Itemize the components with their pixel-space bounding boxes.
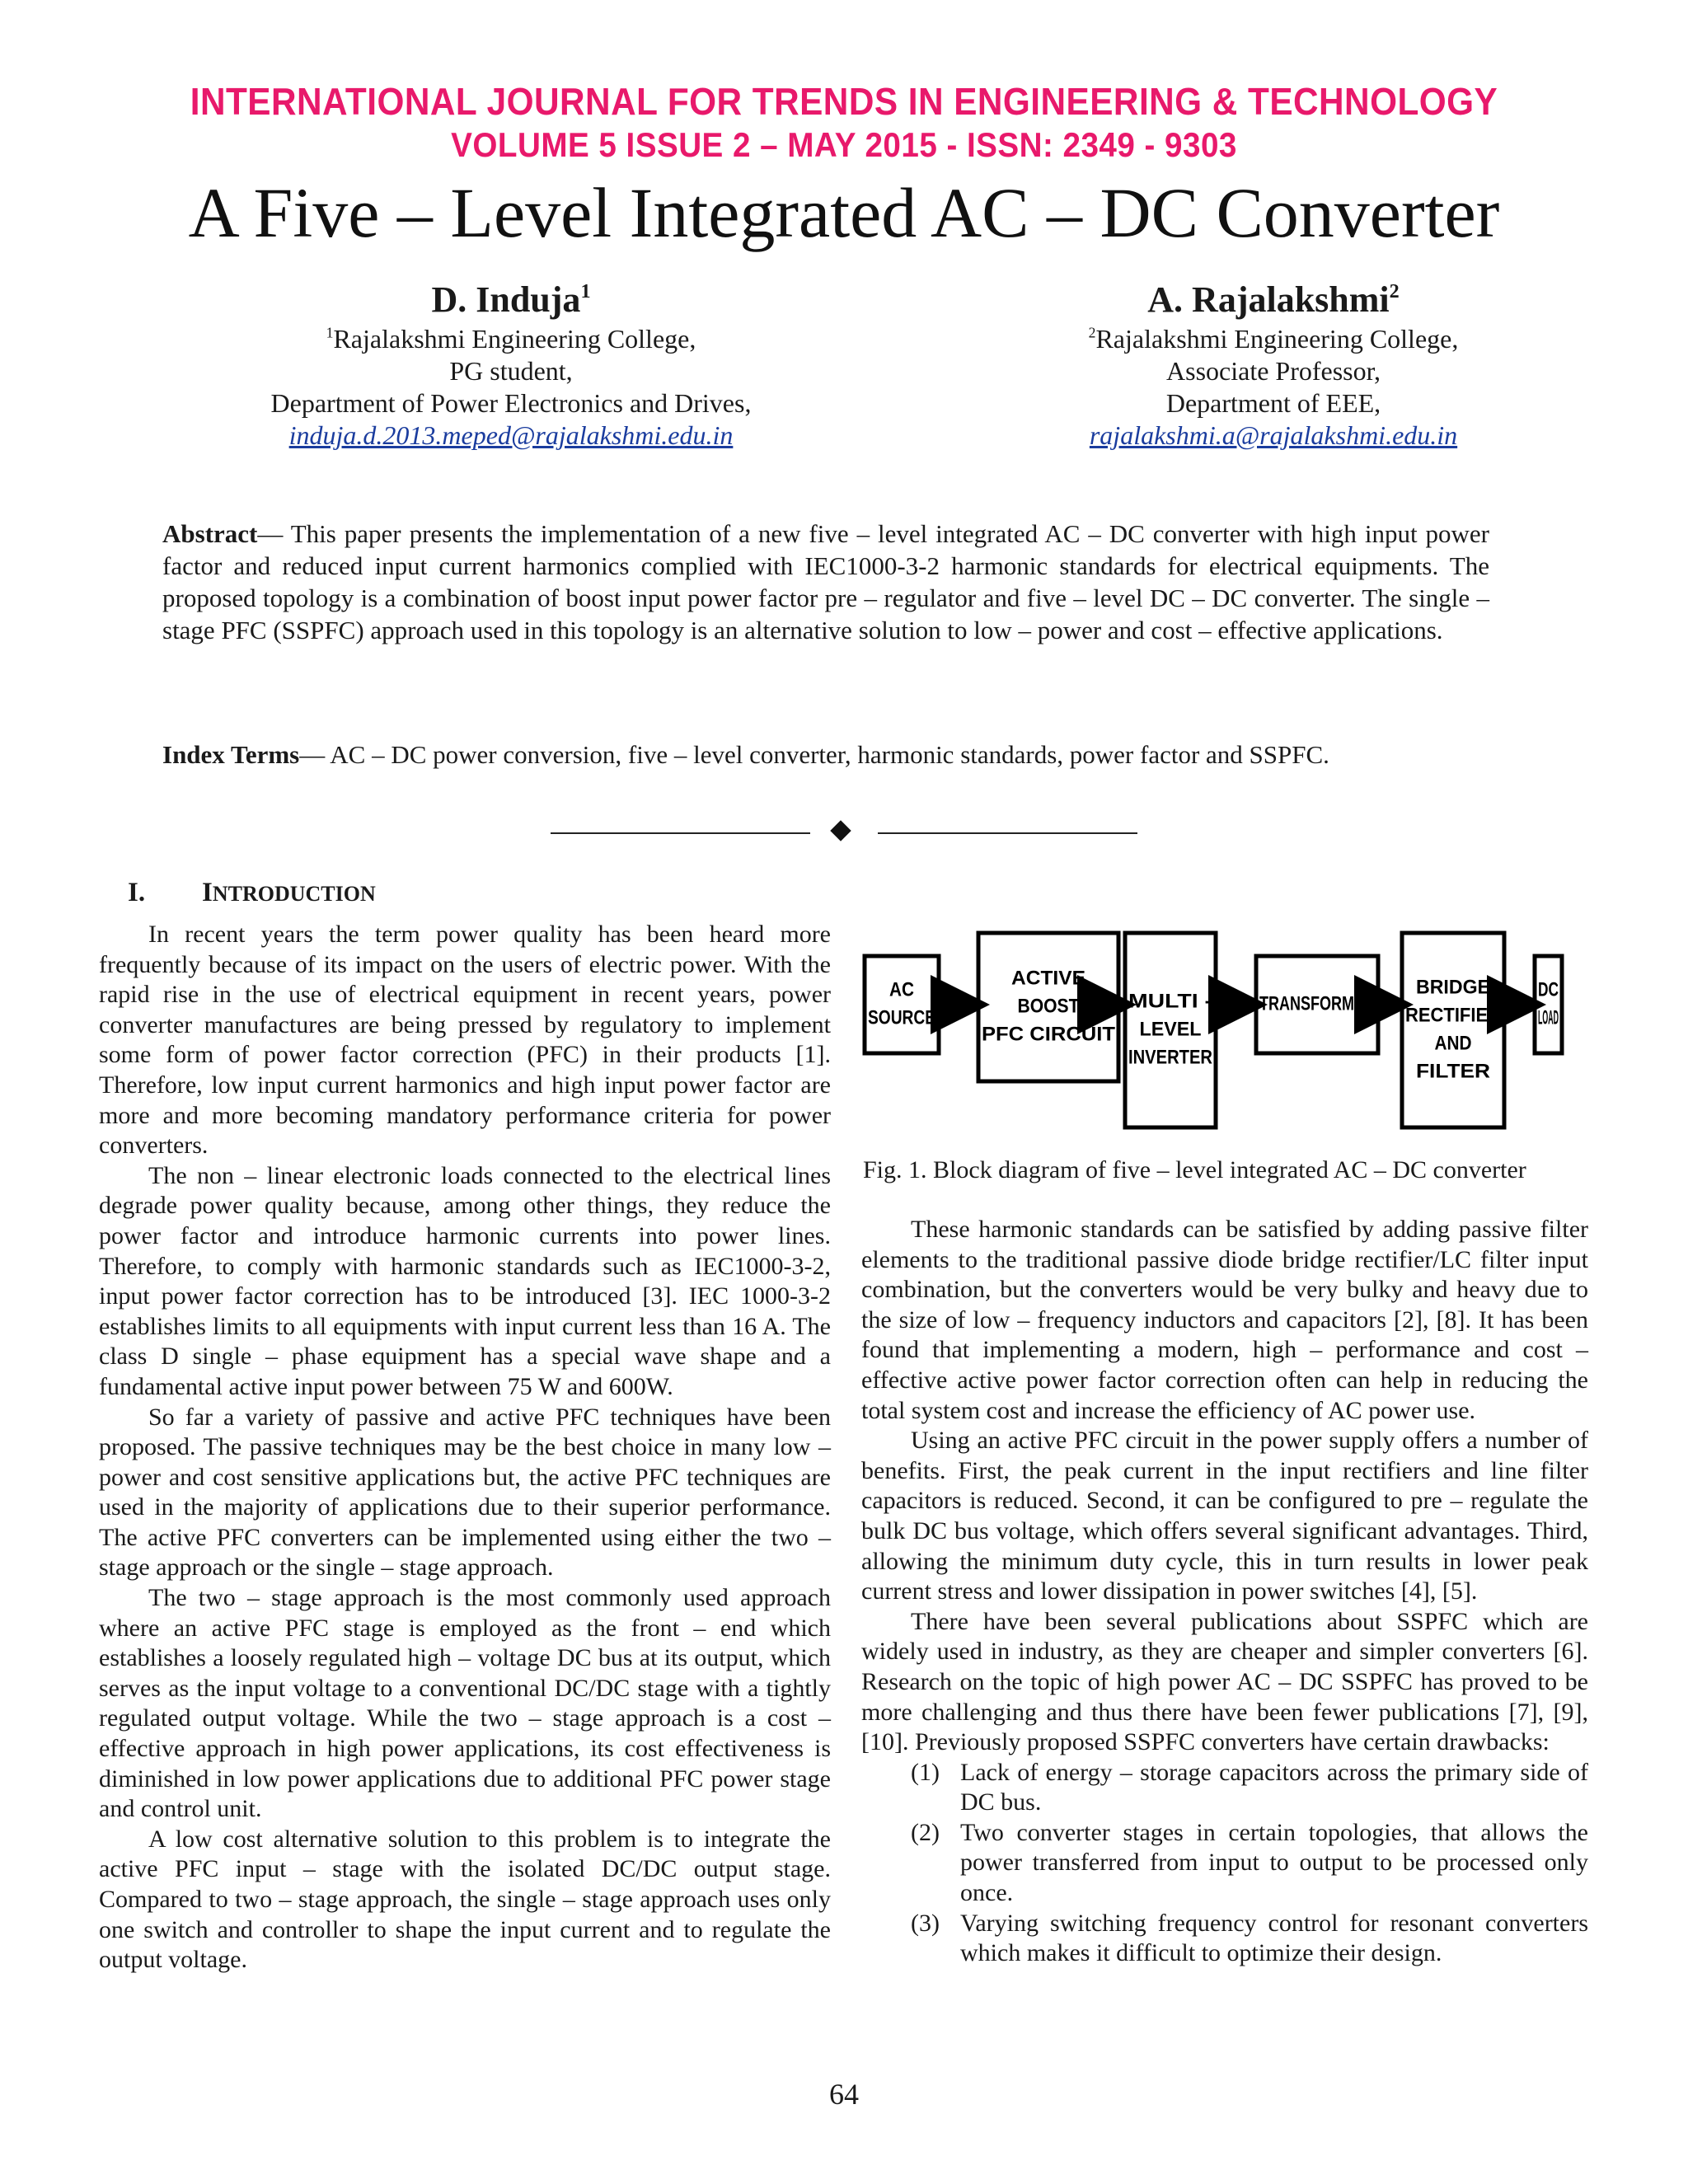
diagram-block-label: BOOST	[1017, 995, 1080, 1018]
diagram-block-label: LOAD	[1538, 1006, 1559, 1029]
author-department: Department of EEE,	[1165, 388, 1381, 418]
diagram-block-label: BRIDGE	[1416, 976, 1490, 999]
diagram-block-label: AND	[1434, 1032, 1472, 1055]
diamond-icon	[830, 820, 851, 841]
index-terms-label: Index Terms	[162, 740, 300, 769]
index-terms	[162, 738, 1489, 771]
abstract	[162, 518, 1489, 646]
diagram-block-label: RECTIFIER	[1405, 1004, 1501, 1027]
diagram-block-label: PFC CIRCUIT	[982, 1023, 1116, 1046]
diagram-block-label: AC	[889, 978, 914, 1001]
diagram-block-label: TRANSFORMER	[1259, 992, 1375, 1015]
block-diagram-figure	[863, 925, 1564, 1129]
author-block-2	[960, 277, 1587, 452]
author-role: Associate Professor,	[1166, 356, 1381, 386]
right-column	[861, 1215, 1588, 1969]
paragraph: So far a variety of passive and active PFC techniques have been proposed. The passive techniques may be the best choice in many low – power and cost sensitive applications but, the active PFC techniques are used in the majority of applications due to their superior performance. The active PFC converters can be implemented using either the two – stage approach or the single – stage approach.	[99, 1403, 831, 1582]
section-heading-introduction: I. INTRODUCTION	[128, 878, 376, 907]
diagram-block	[978, 933, 1118, 1081]
paragraph: These harmonic standards can be satisfied by adding passive filter elements to the traditional passive diode bridge rectifier/LC filter input combination, but the converters would be very bulky and heavy due to the size of low – frequency inductors and capacitors [2], [8]. It has been found that implementing a modern, high – performance and cost – effective active power factor correction often can help in reducing the total system cost and increase the efficiency of AC power use.	[861, 1216, 1588, 1424]
author-email-link[interactable]: rajalakshmi.a@rajalakshmi.edu.in	[1089, 420, 1458, 450]
author-affiliation: $^2$Rajalakshmi Engineering College,	[1088, 324, 1459, 354]
diagram-block-label: ACTIVE	[1011, 967, 1085, 990]
author-role: PG student,	[449, 356, 573, 386]
diagram-block-label: MULTI -	[1128, 990, 1212, 1013]
author-name: A. Rajalakshmi$^2$	[1147, 279, 1400, 320]
abstract-label: Abstract	[162, 519, 258, 548]
diagram-block-label: LEVEL	[1139, 1018, 1202, 1041]
drawbacks-list	[861, 1758, 1588, 1969]
journal-issue-line: VOLUME 5 ISSUE 2 – MAY 2015 - ISSN: 2349 - 9303	[451, 125, 1237, 164]
page-number: 64	[829, 2078, 859, 2111]
paragraph: Using an active PFC circuit in the power supply offers a number of benefits. First, the peak current in the input rectifiers and line filter capacitors is reduced. Second, it can be configured to pre – regulate the bulk DC bus voltage, which offers several significant advantages. Third, allowing the minimum duty cycle, this in turn results in lower peak current stress and lower dissipation in power switches [4], [5].	[861, 1427, 1588, 1605]
diagram-block	[1535, 956, 1562, 1053]
diagram-block-label: INVERTER	[1128, 1046, 1212, 1069]
paragraph: The non – linear electronic loads connected to the electrical lines degrade power quality because, among other things, they reduce the power factor and introduce harmonic currents into power lines. Therefore, to comply with harmonic standards such as IEC1000-3-2, input power factor correction has to be introduced [3]. IEC 1000-3-2 establishes limits to all equipments with input current less than 16 A. The class D single – phase equipment has a special wave shape and a fundamental active input power between 75 W and 600W.	[99, 1161, 831, 1400]
paragraph: The two – stage approach is the most commonly used approach where an active PFC stage is employed as the front – end which establishes a loosely regulated high – voltage DC bus at its output, which serves as the input voltage to a conventional DC/DC stage with a tightly regulated output voltage. While the two – stage approach is a cost – effective approach in high power applications, its cost effectiveness is diminished in low power applications due to additional PFC power stage and control unit.	[99, 1584, 831, 1823]
left-column	[99, 920, 831, 1975]
figure-caption: Fig. 1. Block diagram of five – level integrated AC – DC converter	[863, 1156, 1526, 1183]
diagram-block-label: FILTER	[1416, 1060, 1490, 1083]
paragraph: In recent years the term power quality has been heard more frequently because of its impact on the users of electric power. With the rapid rise in the use of electrical equipment in recent years, power converter manufactures are being pressed by regulatory to implement some form of power factor correction (PFC) in their products [1]. Therefore, low input current harmonics and high input power factor are more and more becoming mandatory performance criteria for power converters.	[99, 921, 831, 1160]
diagram-block-label: SOURCE	[868, 1006, 935, 1029]
paragraph: There have been several publications about SSPFC which are widely used in industry, as they are cheaper and simpler converters [6]. Research on the topic of high power AC – DC SSPFC has proved to be more challenging and thus there have been fewer publications [7], [9], [10]. Previously proposed SSPFC converters have certain drawbacks:	[861, 1607, 1588, 1756]
diagram-block	[1125, 933, 1216, 1127]
section-divider	[0, 822, 1688, 846]
paper-title: A Five – Level Integrated AC – DC Converter	[188, 173, 1500, 252]
divider-rule-left	[551, 832, 810, 834]
diagram-block	[865, 956, 939, 1053]
diagram-block	[1256, 956, 1378, 1053]
list-item: (3) Varying switching frequency control for resonant converters which makes it difficult to optimize their design.	[911, 1909, 1588, 1967]
paragraph: A low cost alternative solution to this problem is to integrate the active PFC input – stage with the isolated DC/DC output stage. Compared to two – stage approach, the single – stage approach uses only one switch and controller to shape the input current and to regulate the output voltage.	[99, 1825, 831, 1974]
journal-name: INTERNATIONAL JOURNAL FOR TRENDS IN ENGINEERING & TECHNOLOGY	[190, 80, 1498, 123]
author-email-link[interactable]: induja.d.2013.meped@rajalakshmi.edu.in	[288, 420, 734, 450]
divider-rule-right	[878, 832, 1137, 834]
index-terms-text: — AC – DC power conversion, five – level converter, harmonic standards, power factor and SSPFC.	[299, 740, 1329, 769]
diagram-block	[1402, 933, 1504, 1127]
author-name: D. Induja$^1$	[431, 279, 591, 320]
diagram-block-label: DC	[1538, 978, 1559, 1001]
author-affiliation: $^1$Rajalakshmi Engineering College,	[326, 324, 696, 354]
list-item: (2) Two converter stages in certain topologies, that allows the power transferred from input to output to be processed only once.	[911, 1818, 1588, 1907]
list-item: (1) Lack of energy – storage capacitors across the primary side of DC bus.	[911, 1758, 1588, 1816]
abstract-text: — This paper presents the implementation of a new five – level integrated AC – DC converter with high input power factor and reduced input current harmonics complied with IEC1000-3-2 harmonic standards for electrical equipments. The proposed topology is a combination of boost input power factor pre – regulator and five – level DC – DC converter. The single – stage PFC (SSPFC) approach used in this topology is an alternative solution to low – power and cost – effective applications.	[162, 519, 1489, 644]
author-department: Department of Power Electronics and Drives,	[270, 388, 752, 418]
author-block-1	[198, 277, 824, 452]
